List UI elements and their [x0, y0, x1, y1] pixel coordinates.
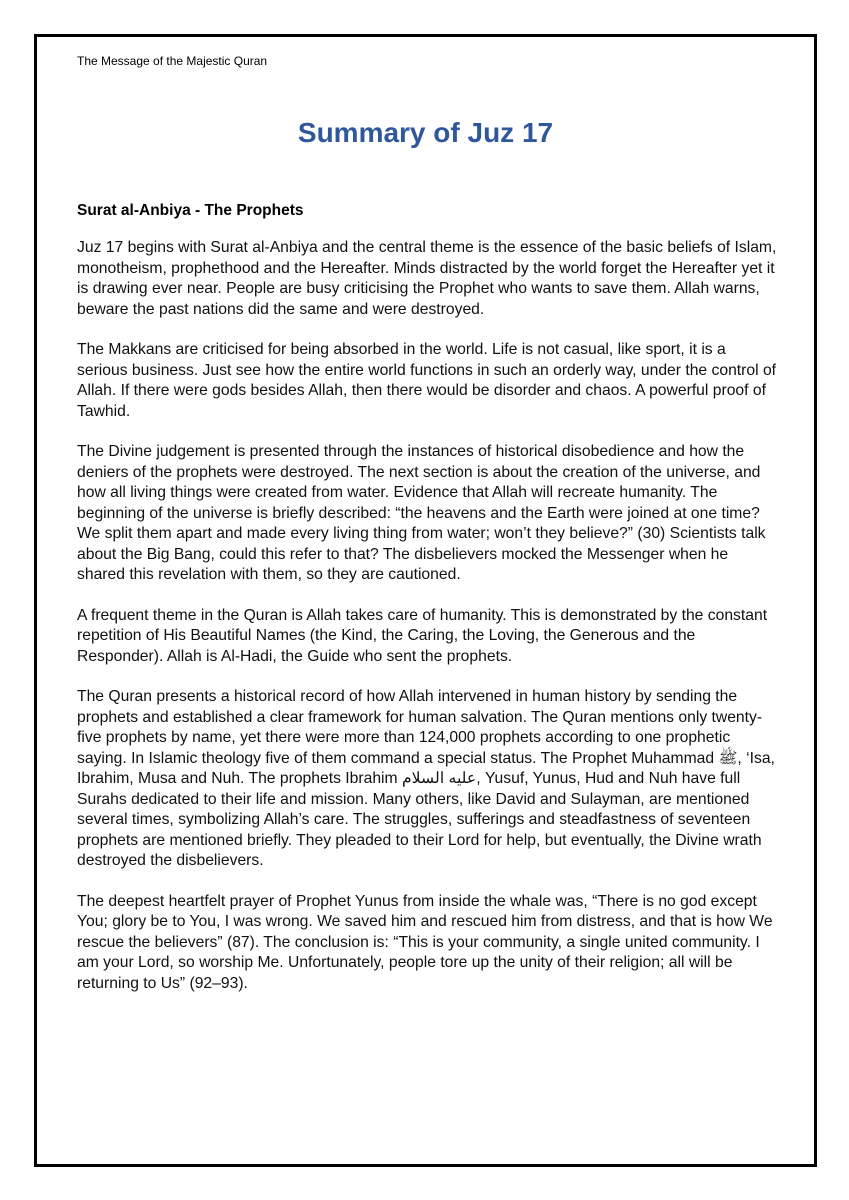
paragraph-5: The Quran presents a historical record of how Allah intervened in human history by sending the prophets and established a clear framework for human salvation. The Quran mentions only twenty-five prophets by name, yet there were more than 124,000 prophets according to one prophetic saying. In Islamic theology five of them command a special status. The Prophet Muhammad ﷺ, ‘Isa, Ibrahim, Musa and Nuh. The prophets Ibrahim عليه السلام, Yusuf, Yunus, Hud and Nuh have full Surahs dedicated to their life and mission. Many others, like David and Sulayman, are mentioned several times, symbolizing Allah’s care. The struggles, sufferings and steadfastness of seventeen prophets are mentioned briefly. They pleaded to their Lord for help, but eventually, the Divine wrath destroyed the disbelievers.: [77, 688, 775, 869]
paragraph-1: Juz 17 begins with Surat al-Anbiya and the central theme is the essence of the basic beliefs of Islam, monotheism, prophethood and the Hereafter. Minds distracted by the world forget the Hereafter yet it is drawing ever near. People are busy criticising the Prophet who wants to save them. Allah warns, beware the past nations did the same and were destroyed.: [77, 239, 777, 318]
page-body: [77, 202, 777, 1014]
paragraph-3: The Divine judgement is presented through the instances of historical disobedience and how the deniers of the prophets were destroyed. The next section is about the creation of the universe, and how all living things were created from water. Evidence that Allah will recreate humanity. The beginning of the universe is briefly described: “the heavens and the Earth were joined at one time? We split them apart and made every living thing from water; won’t they believe?” (30) Scientists talk about the Big Bang, could this refer to that? The disbelievers mocked the Messenger when he shared this revelation with them, so they are cautioned.: [77, 443, 766, 583]
running-header: The Message of the Majestic Quran: [77, 54, 268, 68]
paragraph-4: A frequent theme in the Quran is Allah takes care of humanity. This is demonstrated by the constant repetition of His Beautiful Names (the Kind, the Caring, the Loving, the Generous and the Responder). Allah is Al-Hadi, the Guide who sent the prophets.: [77, 606, 768, 665]
paragraph-2: The Makkans are criticised for being absorbed in the world. Life is not casual, like sport, it is a serious business. Just see how the entire world functions in such an orderly way, under the control of Allah. If there were gods besides Allah, then there would be disorder and chaos. A powerful proof of Tawhid.: [77, 341, 777, 420]
paragraph-6: The deepest heartfelt prayer of Prophet Yunus from inside the whale was, “There is no god except You; glory be to You, I was wrong. We saved him and rescued him from distress, and that is how We rescue the believers” (87). The conclusion is: “This is your community, a single united community. I am your Lord, so worship Me. Unfortunately, people tore up the unity of their religion; all will be returning to Us” (92–93).: [77, 892, 773, 992]
section-heading: Surat al-Anbiya - The Prophets: [77, 202, 304, 219]
page-title: Summary of Juz 17: [297, 117, 554, 148]
page-frame: [34, 34, 817, 1167]
